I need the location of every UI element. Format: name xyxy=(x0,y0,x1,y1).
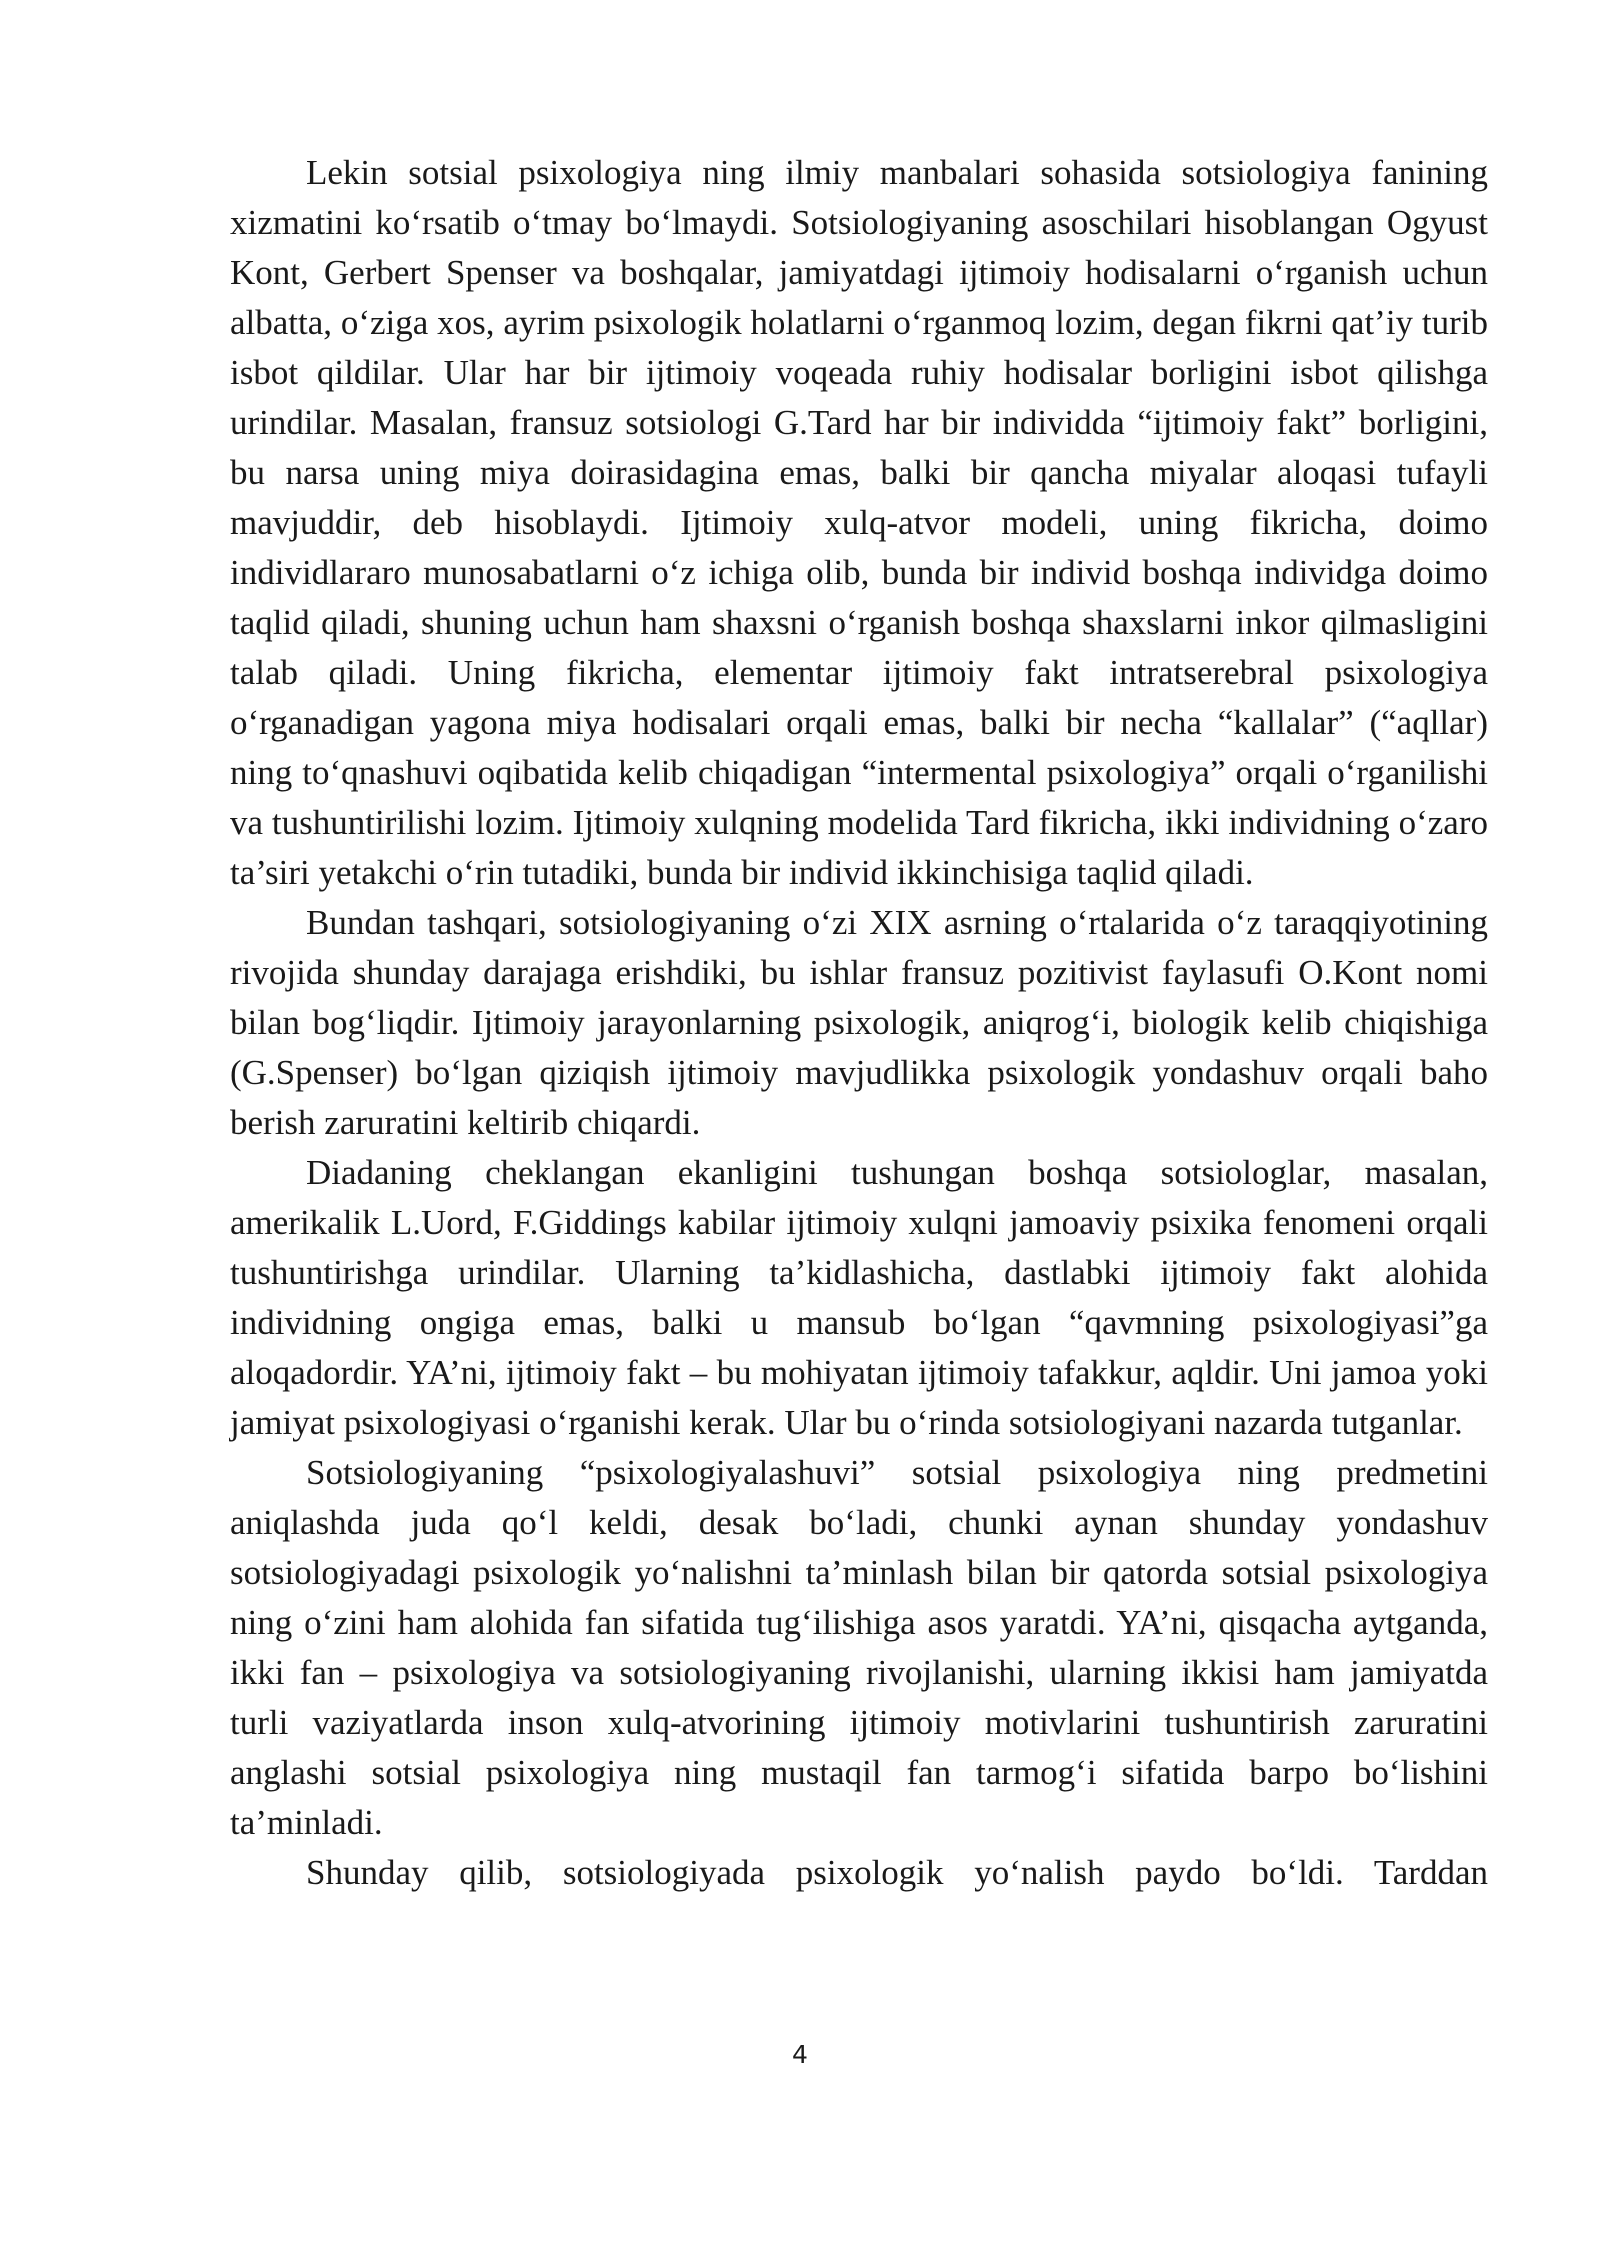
paragraph-1: Lekin sotsial psixologiya ning ilmiy manbalari sohasida sotsiologiya fanining xizmatini ko‘rsatib o‘tmay bo‘lmaydi. Sotsiologiyaning asoschilari hisoblangan Ogyust Kont, Gerbert Spenser va boshqalar, jamiyatdagi ijtimoiy hodisalarni o‘rganish uchun albatta, o‘ziga xos, ayrim psixologik holatlarni o‘rganmoq lozim, degan fikrni qat’iy turib isbot qildilar. Ular har bir ijtimoiy voqeada ruhiy hodisalar borligini isbot qilishga urindilar. Masalan, fransuz sotsiologi G.Tard har bir individda “ijtimoiy fakt” borligini, bu narsa uning miya doirasidagina emas, balki bir qancha miyalar aloqasi tufayli mavjuddir, deb hisoblaydi. Ijtimoiy xulq-atvor modeli, uning fikricha, doimo individlararo munosabatlarni o‘z ichiga olib, bunda bir individ boshqa individga doimo taqlid qiladi, shuning uchun ham shaxsni o‘rganish boshqa shaxslarni inkor qilmasligini talab qiladi. Uning fikricha, elementar ijtimoiy fakt intratserebral psixologiya o‘rganadigan yagona miya hodisalari orqali emas, balki bir necha “kallalar” (“aqllar) ning to‘qnashuvi oqibatida kelib chiqadigan “intermental psixologiya” orqali o‘rganilishi va tushuntirilishi lozim. Ijtimoiy xulqning modelida Tard fikricha, ikki individning o‘zaro ta’siri yetakchi o‘rin tutadiki, bunda bir individ ikkinchisiga taqlid qiladi. xyxy=(230,153,1488,892)
page-number: 4 xyxy=(792,2040,808,2069)
body-text xyxy=(230,148,1488,1898)
paragraph-2: Bundan tashqari, sotsiologiyaning o‘zi XIX asrning o‘rtalarida o‘z taraqqiyotining rivojida shunday darajaga erishdiki, bu ishlar fransuz pozitivist faylasufi O.Kont nomi bilan bog‘liqdir. Ijtimoiy jarayonlarning psixologik, aniqrog‘i, biologik kelib chiqishiga (G.Spenser) bo‘lgan qiziqish ijtimoiy mavjudlikka psixologik yondashuv orqali baho berish zaruratini keltirib chiqardi. xyxy=(230,903,1488,1142)
paragraph-5: Shunday qilib, sotsiologiyada psixologik yo‘nalish paydo bo‘ldi. Tarddan xyxy=(306,1853,1488,1892)
paragraph-4: Sotsiologiyaning “psixologiyalashuvi” sotsial psixologiya ning predmetini aniqlashda juda qo‘l keldi, desak bo‘ladi, chunki aynan shunday yondashuv sotsiologiyadagi psixologik yo‘nalishni ta’minlash bilan bir qatorda sotsial psixologiya ning o‘zini ham alohida fan sifatida tug‘ilishiga asos yaratdi. YA’ni, qisqacha aytganda, ikki fan – psixologiya va sotsiologiyaning rivojlanishi, ularning ikkisi ham jamiyatda turli vaziyatlarda inson xulq-atvorining ijtimoiy motivlarini tushuntirish zaruratini anglashi sotsial psixologiya ning mustaqil fan tarmog‘i sifatida barpo bo‘lishini ta’minladi. xyxy=(230,1453,1488,1842)
paragraph-3: Diadaning cheklangan ekanligini tushungan boshqa sotsiologlar, masalan, amerikalik L.Uord, F.Giddings kabilar ijtimoiy xulqni jamoaviy psixika fenomeni orqali tushuntirishga urindilar. Ularning ta’kidlashicha, dastlabki ijtimoiy fakt alohida individning ongiga emas, balki u mansub bo‘lgan “qavmning psixologiyasi”ga aloqadordir. YA’ni, ijtimoiy fakt – bu mohiyatan ijtimoiy tafakkur, aqldir. Uni jamoa yoki jamiyat psixologiyasi o‘rganishi kerak. Ular bu o‘rinda sotsiologiyani nazarda tutganlar. xyxy=(230,1153,1488,1442)
